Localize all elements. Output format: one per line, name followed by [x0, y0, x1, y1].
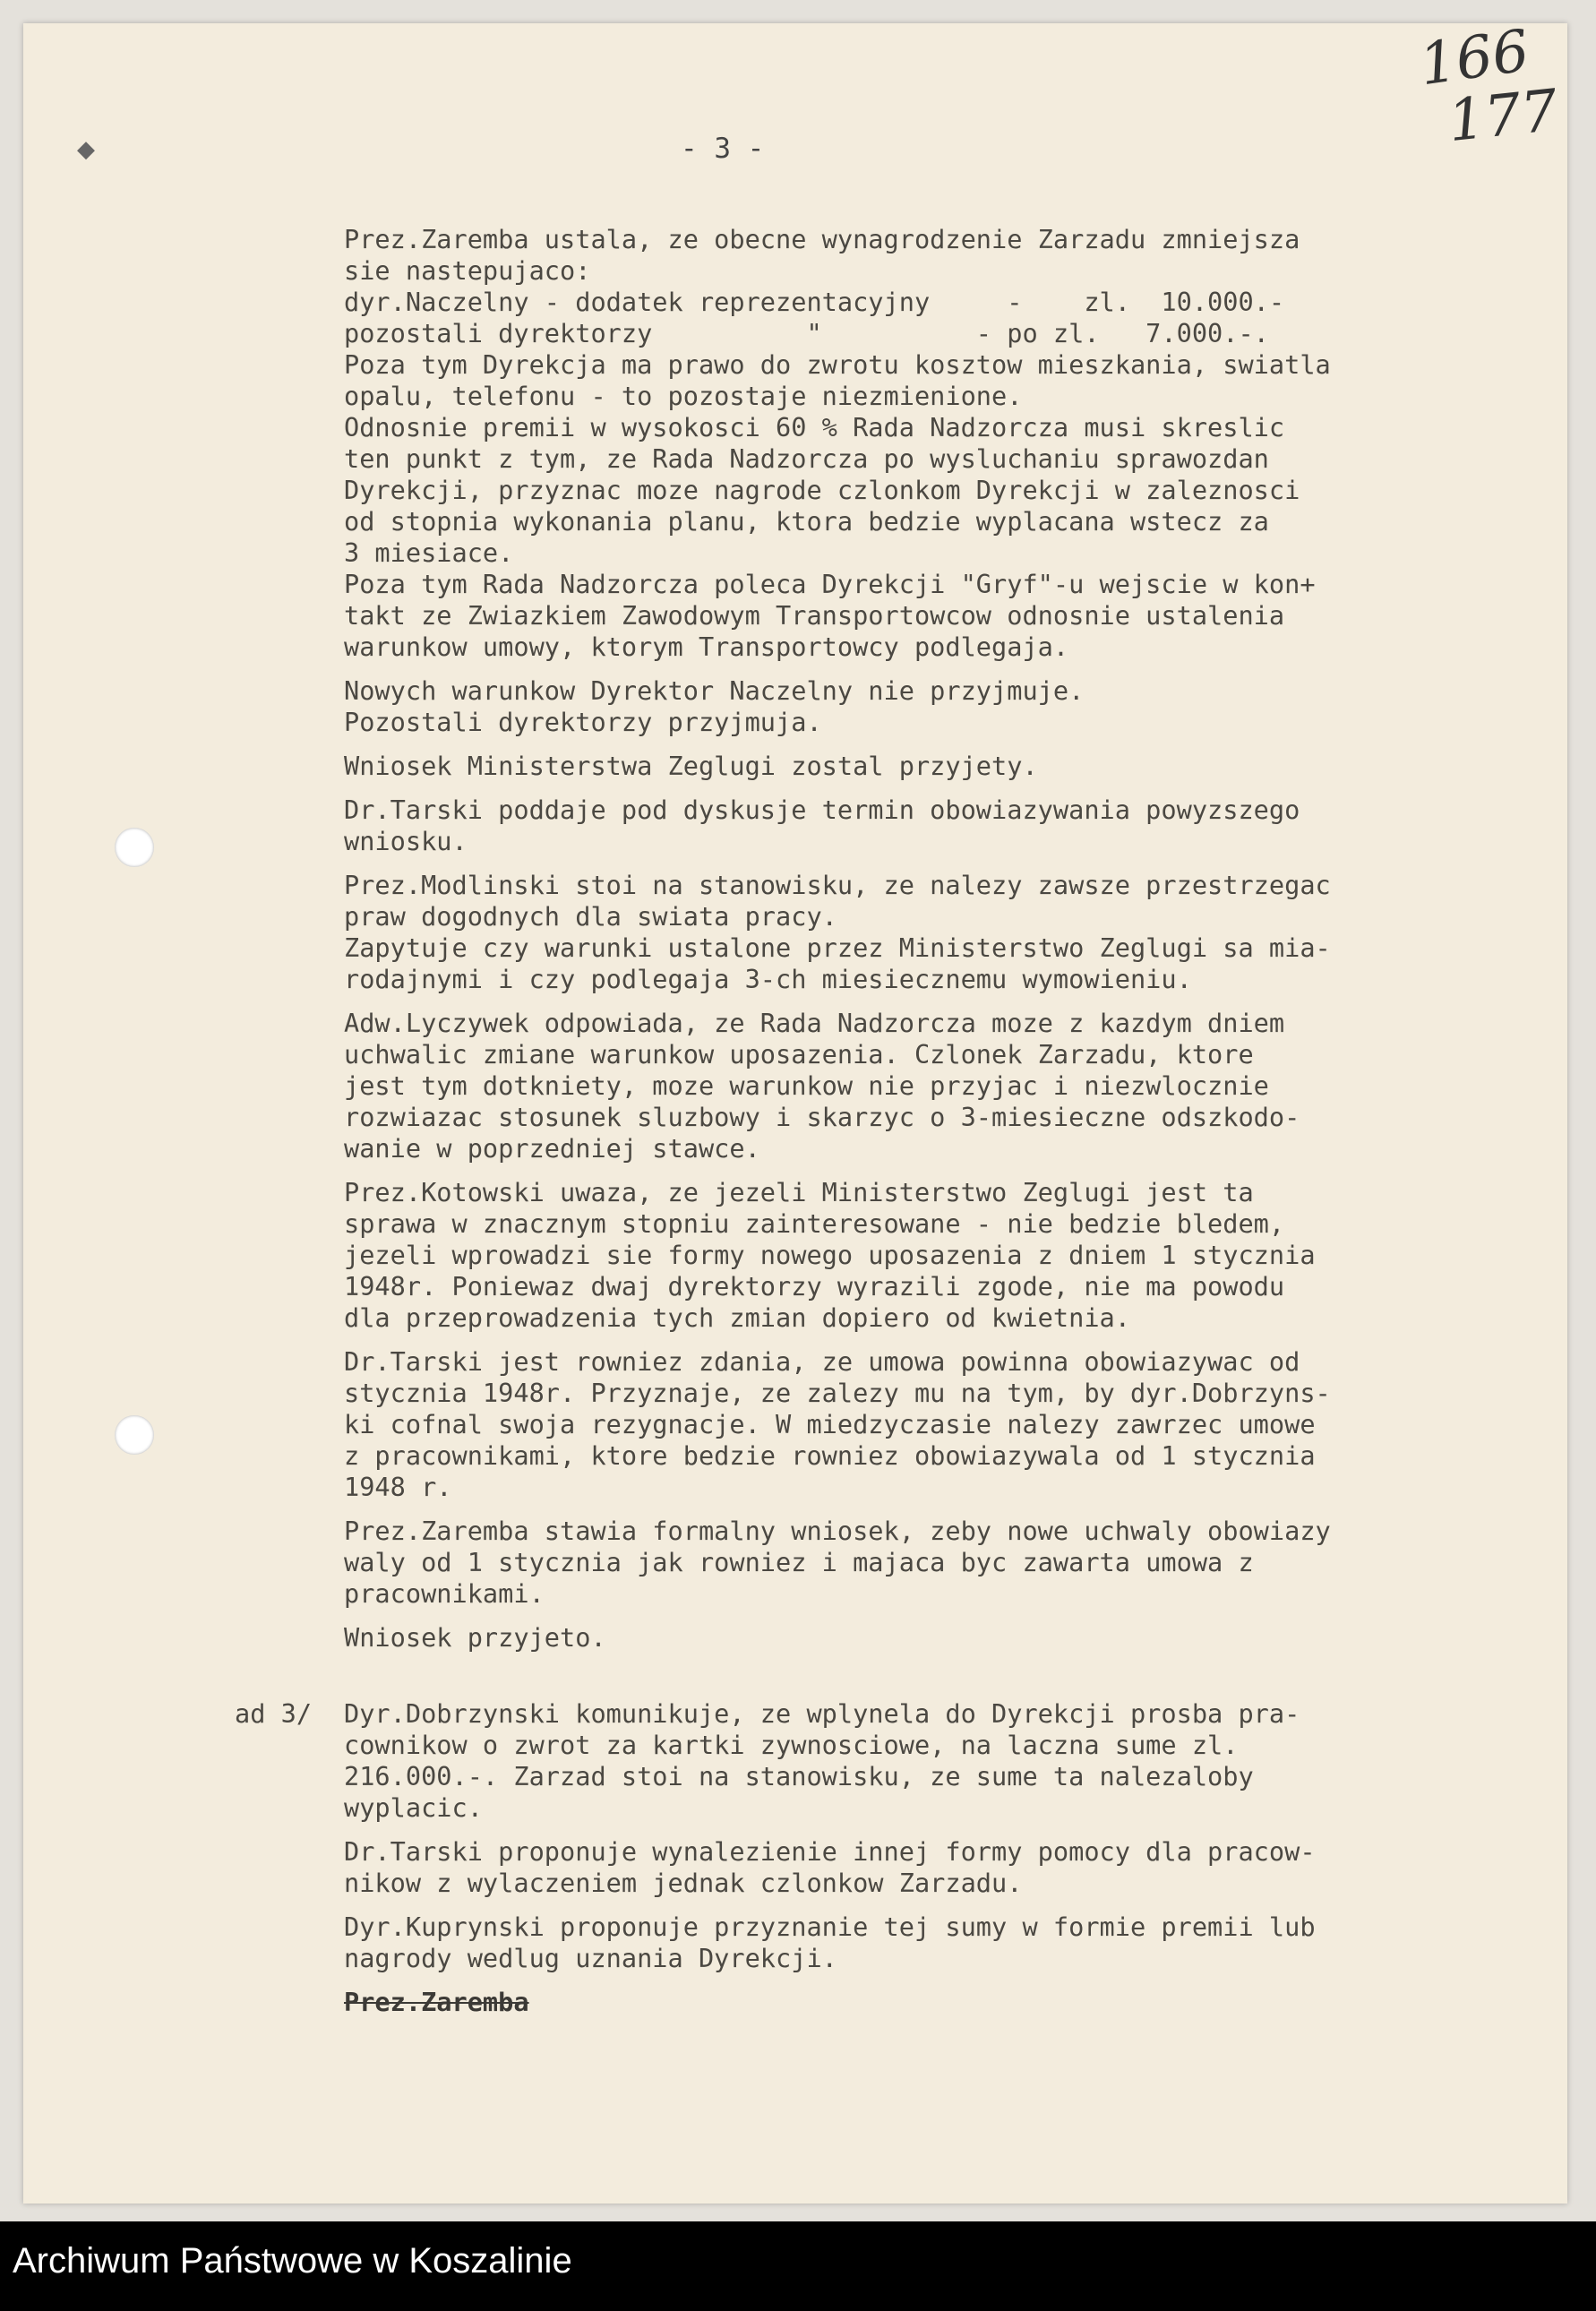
text-line: dyr.Naczelny - dodatek reprezentacyjny - zl. 10.000.- — [344, 287, 1285, 317]
text-line: Dr.Tarski poddaje pod dyskusje termin obowiazywania powyzszego — [344, 795, 1300, 825]
handwritten-folio-number — [1415, 18, 1561, 156]
archive-name: Archiwum Państwowe w Koszalinie — [13, 2241, 572, 2281]
paragraph — [0, 675, 1596, 738]
folio-number-new: 177 — [1445, 78, 1561, 156]
text-line: Poza tym Rada Nadzorcza poleca Dyrekcji "Gryf"-u wejscie w kon+ — [344, 569, 1316, 599]
text-line: Prez.Modlinski stoi na stanowisku, ze nalezy zawsze przestrzegac — [344, 870, 1331, 900]
text-line: ki cofnal swoja rezygnacje. W miedzyczasie nalezy zawrzec umowe — [344, 1409, 1316, 1439]
text-line: praw dogodnych dla swiata pracy. — [344, 901, 837, 932]
text-line: Dyrekcji, przyznac moze nagrode czlonkom Dyrekcji w zaleznosci — [344, 475, 1300, 505]
text-line: Prez.Zaremba ustala, ze obecne wynagrodzenie Zarzadu zmniejsza — [344, 224, 1300, 254]
paragraph — [0, 795, 1596, 857]
paragraph — [0, 751, 1596, 782]
text-line: Dr.Tarski proponuje wynalezienie innej formy pomocy dla pracow- — [344, 1836, 1316, 1867]
text-line: Dyr.Kuprynski proponuje przyznanie tej sumy w formie premii lub — [344, 1912, 1316, 1942]
folio-number-old: 166 — [1415, 18, 1533, 99]
text-line: od stopnia wykonania planu, ktora bedzie wyplacana wstecz za — [344, 506, 1269, 537]
text-line: ten punkt z tym, ze Rada Nadzorcza po wysluchaniu sprawozdan — [344, 443, 1269, 474]
text-line: opalu, telefonu - to pozostaje niezmienione. — [344, 381, 1023, 411]
text-line: takt ze Zwiazkiem Zawodowym Transportowcow odnosnie ustalenia — [344, 600, 1285, 631]
text-line: pracownikami. — [344, 1578, 545, 1609]
text-line: Dr.Tarski jest rowniez zdania, ze umowa powinna obowiazywac od — [344, 1346, 1300, 1377]
text-line: Prez.Zaremba stawia formalny wniosek, zeby nowe uchwaly obowiazy — [344, 1516, 1331, 1546]
agenda-line-text: Dyr.Dobrzynski komunikuje, ze wplynela do Dyrekcji prosba pra- — [344, 1698, 1300, 1729]
text-line: wniosku. — [344, 826, 468, 856]
paragraph — [0, 1622, 1596, 1654]
text-line: Odnosnie premii w wysokosci 60 % Rada Nadzorcza musi skreslic — [344, 412, 1285, 442]
text-line: sprawa w znacznym stopniu zainteresowane - nie bedzie bledem, — [344, 1208, 1285, 1239]
text-line: z pracownikami, ktore bedzie rowniez obowiazywala od 1 stycznia — [344, 1440, 1316, 1471]
text-line: Zapytuje czy warunki ustalone przez Ministerstwo Zeglugi sa mia- — [344, 932, 1331, 963]
text-line: jest tym dotkniety, moze warunkow nie przyjac i niezwlocznie — [344, 1070, 1269, 1101]
agenda-paragraph — [0, 1912, 1596, 1974]
page-number: - 3 - — [681, 133, 765, 165]
agenda-paragraph — [0, 1836, 1596, 1899]
agenda-item — [0, 1698, 1596, 2018]
struck-through-text: Prez.Zaremba — [344, 1987, 529, 2017]
text-line: 3 miesiace. — [344, 537, 514, 568]
text-line: warunkow umowy, ktorym Transportowcy podlegaja. — [344, 631, 1069, 662]
text-line: uchwalic zmiane warunkow uposazenia. Czlonek Zarzadu, ktore — [344, 1039, 1254, 1070]
text-line: rodajnymi i czy podlegaja 3-ch miesiecznemu wymowieniu. — [344, 964, 1192, 994]
paragraph-list — [0, 224, 1596, 1654]
text-line: stycznia 1948r. Przyznaje, ze zalezy mu na tym, by dyr.Dobrzyns- — [344, 1378, 1331, 1408]
struck-paragraph — [0, 1987, 1596, 2018]
text-line: cownikow o zwrot za kartki zywnosciowe, na laczna sume zl. — [344, 1730, 1239, 1760]
paragraph — [0, 224, 1596, 663]
text-line: wanie w poprzedniej stawce. — [344, 1133, 760, 1164]
paragraph — [0, 870, 1596, 995]
paragraph — [0, 1346, 1596, 1503]
text-line: sie nastepujaco: — [344, 255, 591, 286]
text-line: nikow z wylaczeniem jednak czlonkow Zarzadu. — [344, 1868, 1023, 1898]
text-line: Adw.Lyczywek odpowiada, ze Rada Nadzorcza moze z kazdym dniem — [344, 1008, 1285, 1038]
text-line: pozostali dyrektorzy " - po zl. 7.000.-. — [344, 318, 1269, 348]
text-line — [235, 1698, 1596, 1730]
text-line: Prez.Kotowski uwaza, ze jezeli Ministerstwo Zeglugi jest ta — [344, 1177, 1254, 1207]
text-line: jezeli wprowadzi sie formy nowego uposazenia z dniem 1 stycznia — [344, 1240, 1316, 1270]
agenda-item-label: ad 3/ — [235, 1698, 313, 1729]
agenda-paragraph — [0, 1698, 1596, 1824]
paragraph — [0, 1177, 1596, 1334]
text-line: 216.000.-. Zarzad stoi na stanowisku, ze sume ta nalezaloby — [344, 1761, 1254, 1791]
text-line: dla przeprowadzenia tych zmian dopiero od kwietnia. — [344, 1302, 1130, 1333]
text-line: Nowych warunkow Dyrektor Naczelny nie przyjmuje. — [344, 675, 1085, 706]
text-line: wyplacic. — [344, 1792, 483, 1823]
document-body — [0, 224, 1596, 2031]
text-line: nagrody wedlug uznania Dyrekcji. — [344, 1943, 837, 1973]
text-line: Pozostali dyrektorzy przyjmuja. — [344, 707, 822, 737]
text-line: 1948 r. — [344, 1472, 452, 1502]
paragraph — [0, 1516, 1596, 1610]
archive-footer-bar — [0, 2221, 1596, 2311]
text-line: Wniosek Ministerstwa Zeglugi zostal przyjety. — [344, 751, 1038, 781]
text-line: rozwiazac stosunek sluzbowy i skarzyc o 3-miesieczne odszkodo- — [344, 1102, 1300, 1132]
text-line: Wniosek przyjeto. — [344, 1622, 606, 1653]
text-line: waly od 1 stycznia jak rowniez i majaca byc zawarta umowa z — [344, 1547, 1254, 1577]
corner-mark-icon: ◆ — [77, 136, 95, 163]
text-line: 1948r. Poniewaz dwaj dyrektorzy wyrazili zgode, nie ma powodu — [344, 1271, 1285, 1302]
text-line: Poza tym Dyrekcja ma prawo do zwrotu kosztow mieszkania, swiatla — [344, 349, 1331, 380]
paragraph — [0, 1008, 1596, 1164]
